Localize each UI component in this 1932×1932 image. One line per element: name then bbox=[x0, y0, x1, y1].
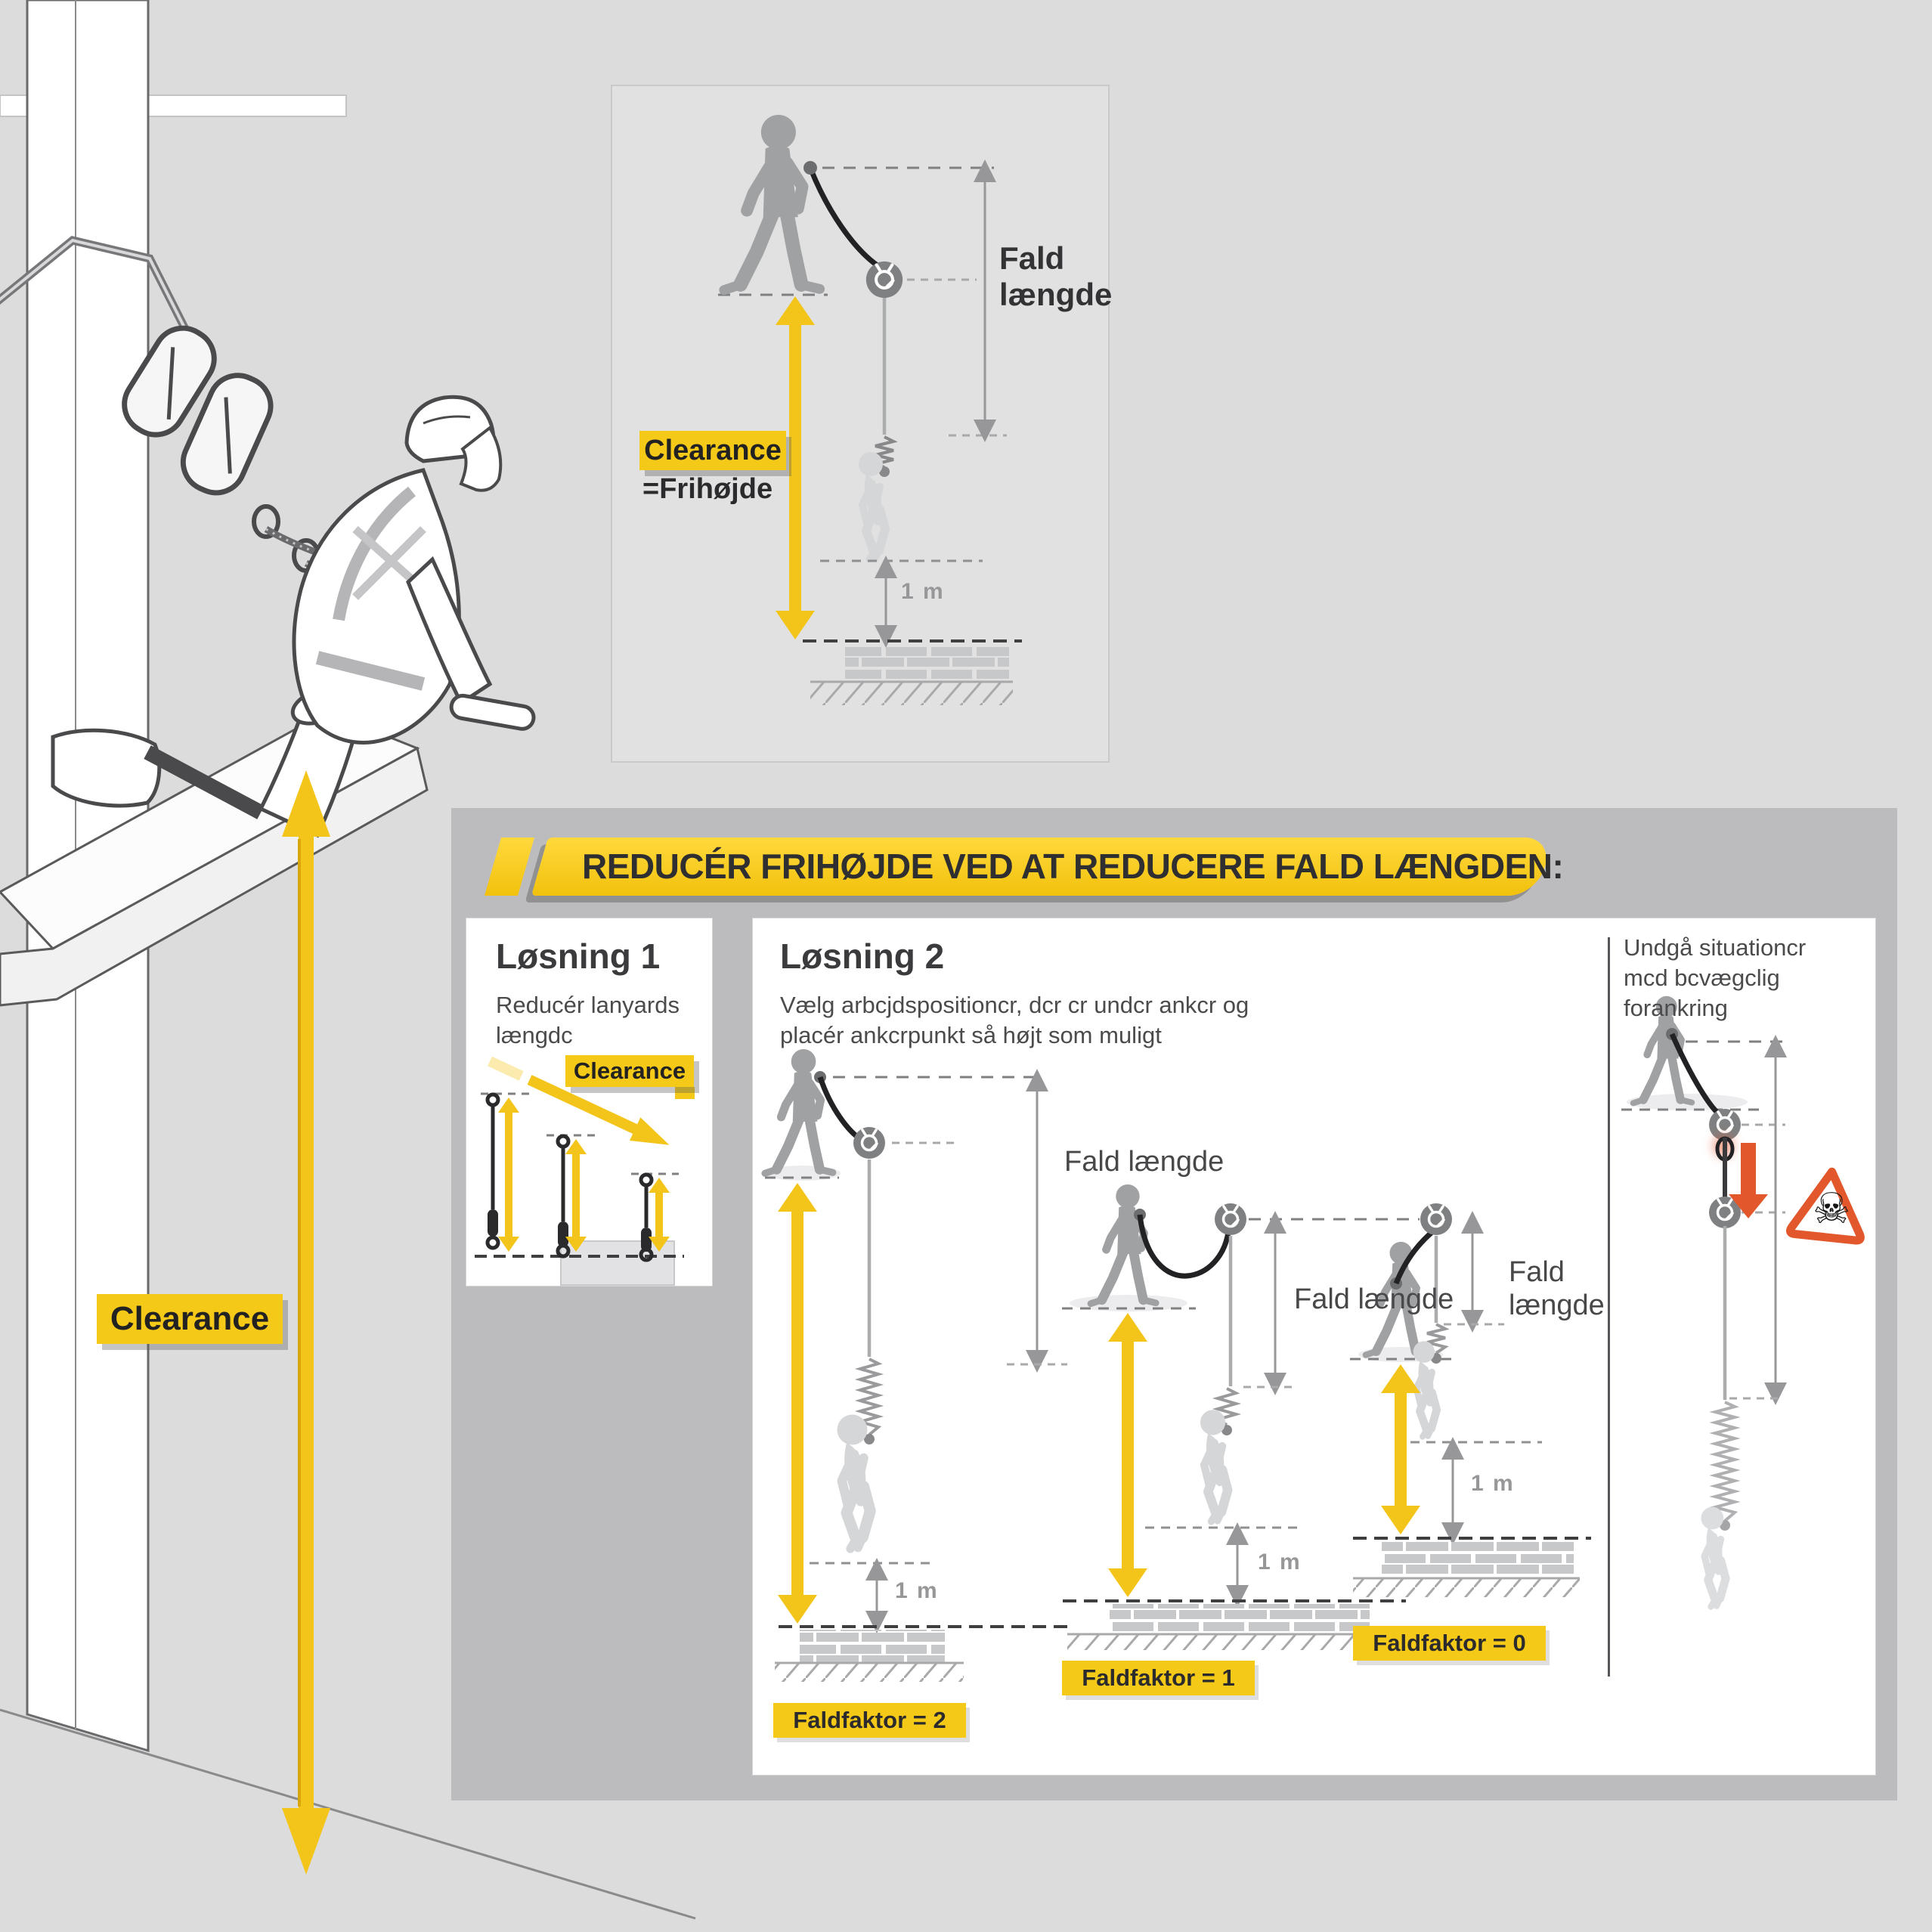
boot bbox=[53, 730, 159, 806]
solution1-subtitle: Reducér lanyards bbox=[496, 992, 680, 1018]
warning-heading: mcd bcvægclig bbox=[1624, 964, 1780, 991]
fallen-figure-ghost bbox=[859, 452, 885, 559]
clearance-arrow bbox=[1108, 1313, 1147, 1597]
floor-edge-line bbox=[0, 1710, 695, 1918]
top-clearance-label: Clearance bbox=[639, 431, 786, 470]
fall-arrester-icon bbox=[1215, 1203, 1246, 1235]
top-fall-length-label: længde bbox=[999, 277, 1113, 312]
brick-ground bbox=[845, 644, 1009, 679]
warning-heading: forankring bbox=[1624, 995, 1728, 1021]
fall-arrester-icon bbox=[1420, 1203, 1452, 1235]
fallen-figure-ghost bbox=[838, 1415, 871, 1550]
solution1-subtitle: længdc bbox=[496, 1022, 573, 1048]
solution2-title: Løsning 2 bbox=[780, 937, 945, 976]
banner-title: REDUCÉR FRIHØJDE VED AT REDUCERE FALD LÆNGDEN: bbox=[582, 847, 1564, 886]
fallen-figure-ghost bbox=[1701, 1507, 1726, 1607]
lanyard-short bbox=[641, 1175, 652, 1260]
brick-ground bbox=[1382, 1542, 1574, 1577]
lanyard-long bbox=[488, 1094, 498, 1248]
standing-figure bbox=[765, 1049, 833, 1173]
solution1-title: Løsning 1 bbox=[496, 937, 661, 976]
lanyard bbox=[820, 1077, 859, 1138]
fall-arrester-icon bbox=[866, 262, 903, 298]
top-diagram-art bbox=[718, 115, 1022, 705]
skull-icon: ☠ bbox=[1813, 1184, 1851, 1232]
standing-figure bbox=[724, 115, 820, 290]
top-fall-length-label: Fald bbox=[999, 240, 1065, 276]
top-one-meter-label: 1 m bbox=[901, 579, 945, 604]
s2-fall-length-label: Fald længde bbox=[1294, 1283, 1454, 1315]
warning-column-art bbox=[1621, 996, 1867, 1607]
clearance-arrow bbox=[1381, 1364, 1420, 1534]
s2-fall-factor-badge: Faldfaktor = 1 bbox=[1062, 1661, 1255, 1695]
energy-absorber-zigzag bbox=[1715, 1402, 1735, 1521]
fallen-figure-ghost bbox=[1200, 1410, 1228, 1522]
s1-one-meter-label: 1 m bbox=[895, 1578, 939, 1603]
banner bbox=[531, 838, 1564, 896]
s3-fall-factor-badge: Faldfaktor = 0 bbox=[1353, 1626, 1546, 1661]
solution1-clearance-label: Clearance bbox=[565, 1055, 694, 1087]
lanyard bbox=[810, 168, 878, 266]
solution2-subtitle: Vælg arbcjdspositioncr, dcr cr undcr ankcr og bbox=[780, 992, 1249, 1018]
s2-one-meter-label: 1 m bbox=[1258, 1550, 1302, 1574]
warning-heading: Undgå situationcr bbox=[1624, 934, 1807, 961]
s1-fall-factor-badge: Faldfaktor = 2 bbox=[773, 1703, 966, 1738]
s3-fall-length-label: Fald bbox=[1509, 1256, 1565, 1288]
s3-fall-length-label: længde bbox=[1509, 1290, 1605, 1321]
fall-arrester-icon bbox=[853, 1127, 885, 1159]
clearance-arrow bbox=[778, 1183, 817, 1624]
left-clearance-label: Clearance bbox=[97, 1294, 283, 1344]
clearance-arrow bbox=[282, 770, 330, 1875]
s3-one-meter-label: 1 m bbox=[1471, 1471, 1515, 1496]
top-clearance-eq-label: =Frihøjde bbox=[642, 473, 773, 505]
lanyard bbox=[1140, 1215, 1228, 1276]
brick-ground bbox=[1110, 1604, 1370, 1633]
solution2-subtitle: placér ankcrpunkt så højt som muligt bbox=[780, 1022, 1162, 1048]
hand-tool bbox=[450, 694, 536, 731]
brick-ground bbox=[800, 1630, 945, 1663]
s1-fall-length-label: Fald længde bbox=[1064, 1146, 1225, 1178]
